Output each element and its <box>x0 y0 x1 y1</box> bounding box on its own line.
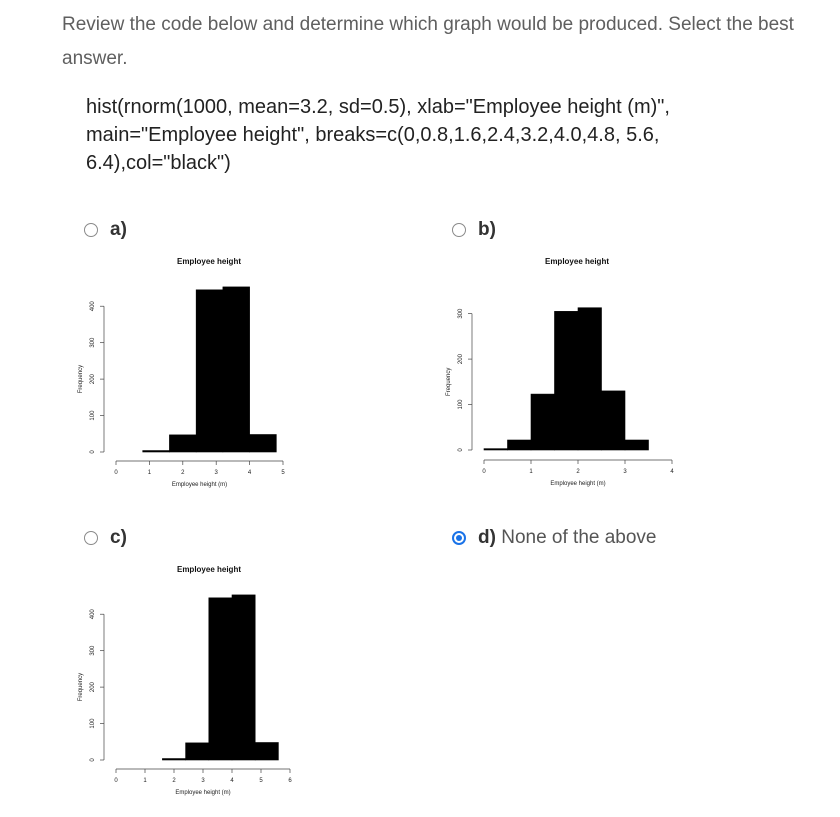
x-tick-label: 2 <box>181 470 185 476</box>
x-tick-label: 3 <box>623 469 627 475</box>
histogram-bar <box>232 595 255 760</box>
option-c-radio[interactable] <box>84 531 98 545</box>
option-a-radio[interactable] <box>84 223 98 237</box>
option-a-label <box>110 219 127 241</box>
x-axis-label: Employee height (m) <box>175 790 231 796</box>
option-b-radio[interactable] <box>452 223 466 237</box>
x-tick-label: 3 <box>201 778 205 784</box>
y-tick-label: 200 <box>90 374 96 385</box>
option-c-label <box>110 527 127 549</box>
y-tick-label: 200 <box>90 682 96 693</box>
y-axis-label: Frequency <box>78 364 84 394</box>
x-tick-label: 3 <box>214 470 218 476</box>
x-tick-label: 4 <box>670 469 674 475</box>
histogram-bar <box>250 435 277 452</box>
histogram-option-c <box>70 558 310 803</box>
option-d-label <box>478 527 657 549</box>
x-tick-label: 2 <box>172 778 176 784</box>
x-axis-label: Employee height (m) <box>171 482 228 488</box>
histogram-option-b <box>440 250 690 495</box>
x-tick-label: 4 <box>230 778 234 784</box>
x-tick-label: 5 <box>281 470 285 476</box>
histogram-bar <box>484 449 508 450</box>
histogram-bar <box>223 287 250 452</box>
histogram-option-a <box>70 250 300 495</box>
x-tick-label: 0 <box>482 469 486 475</box>
x-tick-label: 4 <box>247 470 252 476</box>
y-tick-label: 300 <box>90 645 96 656</box>
x-tick-label: 1 <box>143 778 147 784</box>
y-tick-label: 100 <box>90 410 96 421</box>
histogram-bar <box>143 451 170 452</box>
x-axis-label: Employee height (m) <box>550 481 606 487</box>
chart-title: Employee height <box>544 257 610 266</box>
x-tick-label: 5 <box>259 778 263 784</box>
y-tick-label: 0 <box>90 450 96 454</box>
option-c-letter: c) <box>110 527 127 548</box>
y-tick-label: 300 <box>90 337 96 348</box>
histogram-bar <box>625 440 649 450</box>
y-tick-label: 0 <box>458 448 464 452</box>
option-d-text: None of the above <box>501 527 657 548</box>
histogram-bar <box>169 435 196 452</box>
x-tick-label: 0 <box>114 470 118 476</box>
option-b[interactable] <box>452 219 496 241</box>
x-tick-label: 1 <box>147 470 152 476</box>
option-a-letter: a) <box>110 219 127 240</box>
histogram-bar <box>531 394 555 450</box>
option-c[interactable] <box>84 527 127 549</box>
histogram-bar <box>196 290 223 452</box>
option-b-label <box>478 219 496 241</box>
histogram-bar <box>555 311 579 450</box>
question-prompt: Review the code below and determine which graph would be produced. Select the best answer. <box>62 14 794 69</box>
y-tick-label: 400 <box>90 609 96 620</box>
y-axis-label: Frequency <box>78 672 84 702</box>
option-d[interactable] <box>452 527 657 549</box>
option-b-letter: b) <box>478 219 496 240</box>
option-d-radio[interactable] <box>452 531 466 545</box>
histogram-bar <box>209 598 232 760</box>
histogram-bar <box>255 743 278 760</box>
y-tick-label: 400 <box>90 301 96 312</box>
histogram-bar <box>508 440 532 450</box>
y-tick-label: 100 <box>458 399 464 410</box>
x-tick-label: 2 <box>576 469 580 475</box>
y-tick-label: 0 <box>90 758 96 762</box>
y-tick-label: 300 <box>458 308 464 319</box>
chart-title: Employee height <box>176 565 242 574</box>
histogram-bar <box>578 308 602 450</box>
histogram-bar <box>602 391 626 450</box>
histogram-bar <box>186 743 209 760</box>
y-axis-label: Frequency <box>446 367 452 396</box>
y-tick-label: 200 <box>458 354 464 365</box>
histogram-bar <box>162 759 185 760</box>
option-d-letter: d) <box>478 527 496 548</box>
x-tick-label: 0 <box>114 778 118 784</box>
x-tick-label: 6 <box>288 778 292 784</box>
option-a[interactable] <box>84 219 127 241</box>
code-snippet: hist(rnorm(1000, mean=3.2, sd=0.5), xlab="Employee height (m)", main="Employee height", breaks=c(0,0.8,1.6,2.4,3.2,4.0,4.8, 5.6, 6.4),col="black") <box>86 96 670 174</box>
x-tick-label: 1 <box>529 469 533 475</box>
y-tick-label: 100 <box>90 718 96 729</box>
chart-title: Employee height <box>176 257 242 266</box>
